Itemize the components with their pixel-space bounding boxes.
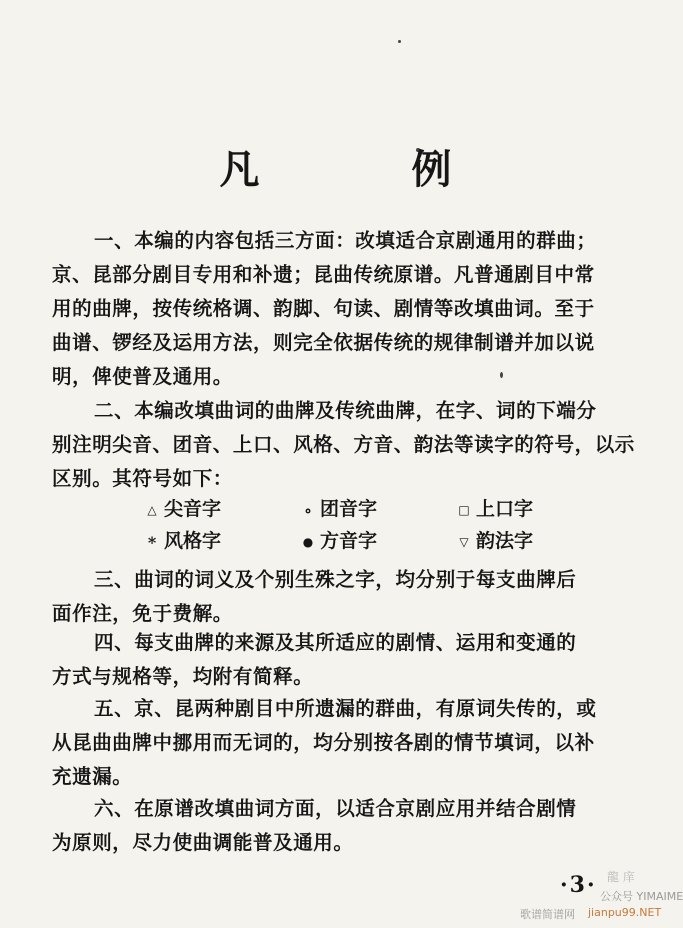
watermark-logo: 龍 庠 (607, 870, 635, 884)
symbol-fangyin (300, 526, 377, 553)
symbol-shangkou (456, 494, 533, 521)
paragraph-3 (52, 563, 642, 631)
symbol-tuanyin (300, 494, 377, 521)
paragraph-line: 面作注，免于费解。 (52, 602, 233, 625)
symbol-fengge (144, 526, 221, 553)
paragraph-line: 京、昆部分剧目专用和补遗；昆曲传统原谱。凡普通剧目中常 (52, 263, 595, 286)
paragraph-line: 明，俾使普及通用。 (52, 365, 233, 388)
asterisk-icon: * (147, 532, 157, 552)
watermark-text: jianpu99.NET (588, 906, 662, 919)
paragraph-line: 六、在原谱改填曲词方面，以适合京剧应用并结合剧情 (94, 797, 577, 820)
symbol-label: 团音字 (320, 498, 378, 520)
symbol-label: 尖音字 (164, 498, 222, 520)
paragraph-line: 曲谱、锣经及运用方法，则完全依据传统的规律制谱并加以说 (52, 331, 595, 354)
symbol-yunfa (456, 526, 533, 553)
paragraph-5 (52, 692, 642, 794)
paragraph-line: 二、本编改填曲词的曲牌及传统曲牌，在字、词的下端分 (94, 399, 597, 422)
symbol-label: 上口字 (476, 498, 534, 520)
paragraph-line: 三、曲词的词义及个别生殊之字，均分别于每支曲牌后 (94, 568, 577, 591)
paragraph-line: 区别。其符号如下： (52, 467, 233, 490)
inverted-triangle-outline-icon: ▽ (459, 535, 469, 549)
paragraph-4 (52, 626, 642, 694)
triangle-outline-icon: △ (147, 503, 157, 517)
filled-dot-icon: ● (302, 535, 314, 549)
paragraph-line: 用的曲牌，按传统格调、韵脚、句读、剧情等改填曲词。至于 (52, 297, 595, 320)
paragraph-line: 别注明尖音、团音、上口、风格、方音、韵法等读字的符号，以示 (52, 433, 635, 456)
symbol-label: 韵法字 (476, 530, 534, 552)
paragraph-line: 从昆曲曲牌中挪用而无词的，均分别按各剧的情节填词，以补 (52, 731, 595, 754)
paragraph-line: 充遗漏。 (52, 765, 133, 788)
symbol-label: 方音字 (320, 530, 378, 552)
paragraph-2 (52, 394, 642, 496)
paragraph-1 (52, 224, 642, 394)
square-outline-icon: □ (458, 503, 470, 517)
paragraph-line: 四、每支曲牌的来源及其所适应的剧情、运用和变通的 (94, 631, 577, 654)
symbol-legend-row-2 (0, 526, 671, 556)
page-title: 凡 例 (219, 146, 508, 193)
paragraph-line: 五、京、昆两种剧目中所遗漏的群曲，有原词失传的，或 (94, 697, 597, 720)
watermark-text: 歌谱简谱网 (520, 908, 575, 921)
symbol-label: 风格字 (164, 530, 222, 552)
paragraph-line: 为原则，尽力使曲调能普及通用。 (52, 831, 354, 854)
watermark-text: 公众号 YIMAIME (600, 890, 683, 903)
symbol-legend-row-1 (0, 494, 671, 524)
scan-speck (398, 40, 401, 43)
paragraph-6 (52, 792, 642, 860)
page-number: ·3· (560, 872, 597, 898)
paragraph-line: 一、本编的内容包括三方面：改填适合京剧通用的群曲； (94, 229, 597, 252)
paragraph-line: 方式与规格等，均附有简释。 (52, 665, 314, 688)
symbol-jianyin (144, 494, 221, 521)
small-circle-icon: ∘ (303, 500, 313, 520)
